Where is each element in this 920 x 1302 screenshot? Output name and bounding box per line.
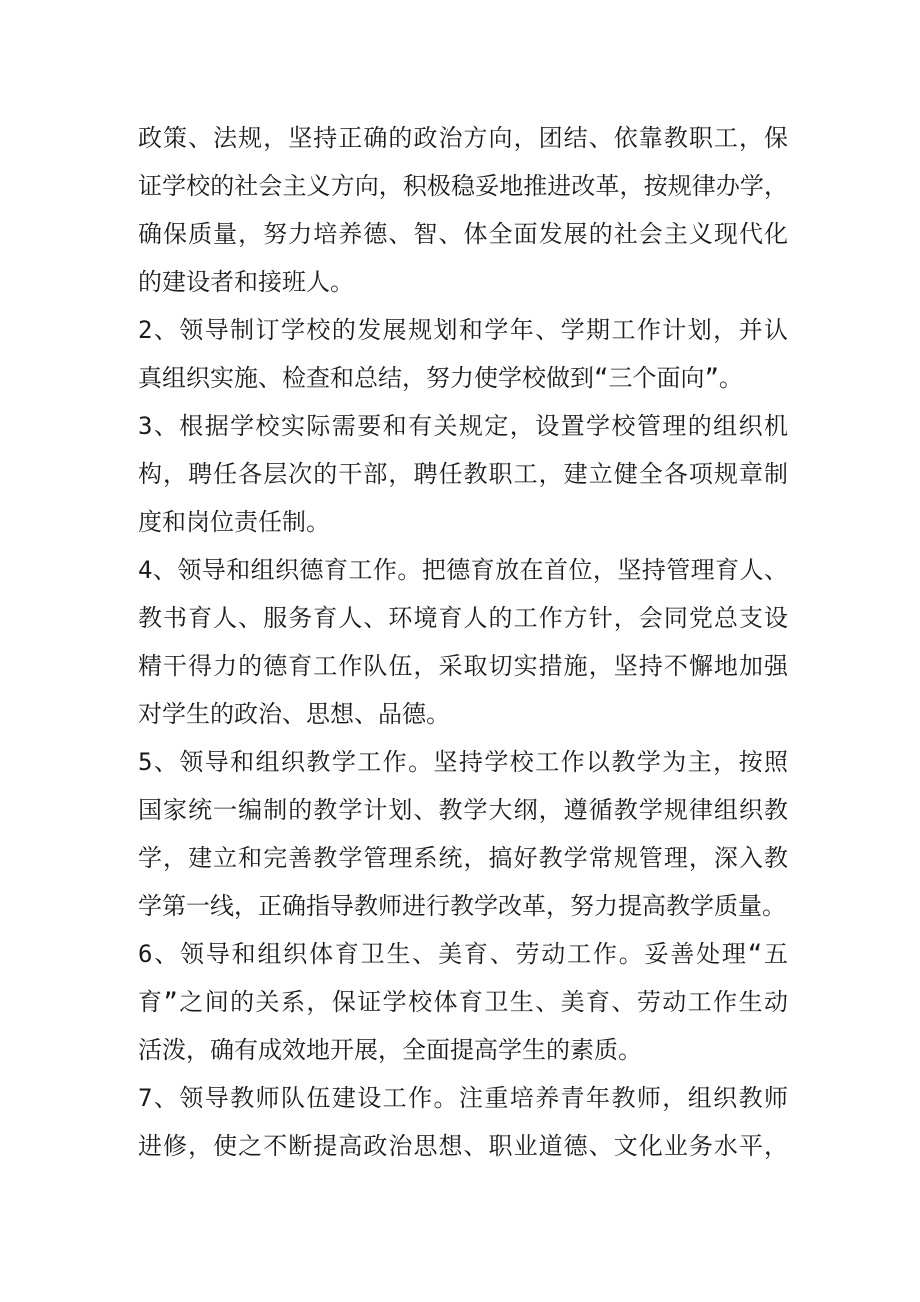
text-line: 育”之间的关系，保证学校体育卫生、美育、劳动工作生动 — [138, 988, 788, 1016]
text-line: 5、领导和组织教学工作。坚持学校工作以教学为主，按照 — [138, 748, 788, 776]
text-line: 活泼，确有成效地开展，全面提高学生的素质。 — [138, 1036, 642, 1064]
document-body — [138, 114, 788, 1170]
text-line: 政策、法规，坚持正确的政治方向，团结、依靠教职工，保 — [138, 124, 788, 152]
text-line: 进修，使之不断提高政治思想、职业道德、文化业务水平， — [138, 1132, 788, 1160]
text-line: 3、根据学校实际需要和有关规定，设置学校管理的组织机 — [138, 412, 788, 440]
text-line: 教书育人、服务育人、环境育人的工作方针，会同党总支设 — [138, 604, 788, 632]
text-line: 确保质量，努力培养德、智、体全面发展的社会主义现代化 — [138, 220, 788, 248]
text-line: 的建设者和接班人。 — [138, 268, 354, 296]
text-line: 构，聘任各层次的干部，聘任教职工，建立健全各项规章制 — [138, 460, 788, 488]
text-line: 4、领导和组织德育工作。把德育放在首位，坚持管理育人、 — [138, 556, 788, 584]
text-line: 证学校的社会主义方向，积极稳妥地推进改革，按规律办学， — [138, 172, 788, 200]
text-line: 6、领导和组织体育卫生、美育、劳动工作。妥善处理“五 — [138, 940, 788, 968]
text-line: 真组织实施、检查和总结，努力使学校做到“三个面向”。 — [138, 364, 743, 392]
text-line: 度和岗位责任制。 — [138, 508, 330, 536]
text-line: 对学生的政治、思想、品德。 — [138, 700, 450, 728]
text-line: 2、领导制订学校的发展规划和学年、学期工作计划，并认 — [138, 316, 788, 344]
text-line: 学，建立和完善教学管理系统，搞好教学常规管理，深入教 — [138, 844, 788, 872]
text-line: 学第一线，正确指导教师进行教学改革，努力提高教学质量。 — [138, 892, 786, 920]
text-line: 精干得力的德育工作队伍，采取切实措施，坚持不懈地加强 — [138, 652, 788, 680]
text-line: 7、领导教师队伍建设工作。注重培养青年教师，组织教师 — [138, 1084, 788, 1112]
text-line: 国家统一编制的教学计划、教学大纲，遵循教学规律组织教 — [138, 796, 788, 824]
